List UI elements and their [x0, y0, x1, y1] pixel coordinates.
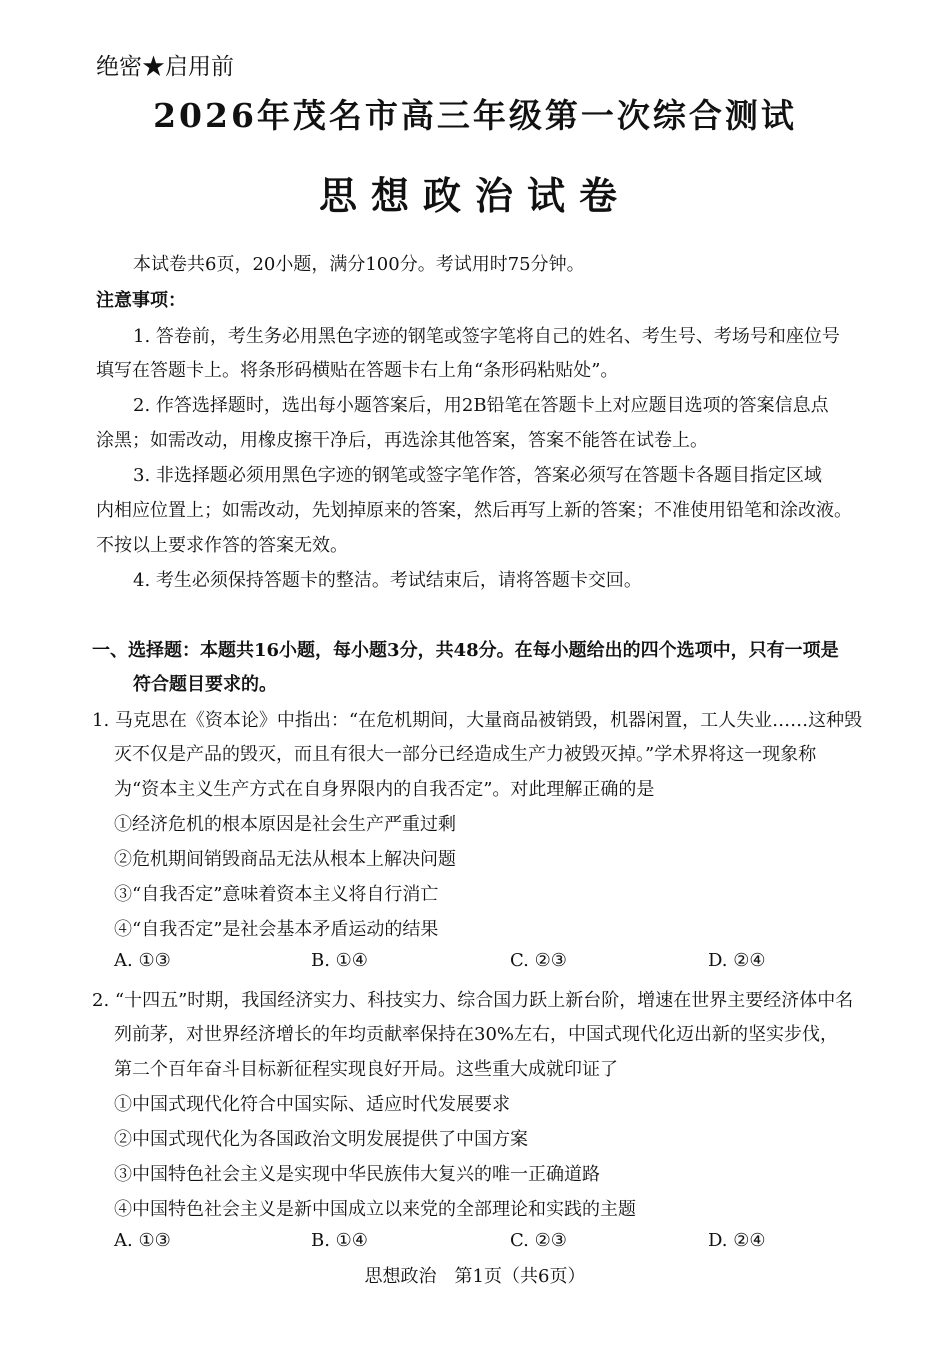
question-statement: ②中国式现代化为各国政治文明发展提供了中国方案: [114, 1129, 528, 1150]
question-statement: ①经济危机的根本原因是社会生产严重过剩: [114, 814, 456, 835]
question-stem: 为“资本主义生产方式在自身界限内的自我否定”。对此理解正确的是: [114, 779, 655, 800]
note-line: 1. 答卷前，考生务必用黑色字迹的钢笔或签字笔将自己的姓名、考生号、考场号和座位号: [133, 326, 840, 347]
question-stem: 灭不仅是产品的毁灭，而且有很大一部分已经造成生产力被毁灭掉。”学术界将这一现象称: [114, 744, 817, 765]
question-stem: 第二个百年奋斗目标新征程实现良好开局。这些重大成就印证了: [114, 1059, 618, 1080]
question-statement: ③“自我否定”意味着资本主义将自行消亡: [114, 884, 439, 905]
option-a[interactable]: A. ①③: [114, 950, 171, 971]
section-heading: 一、选择题：本题共16小题，每小题3分，共48分。在每小题给出的四个选项中，只有一项是: [92, 640, 839, 661]
note-line: 内相应位置上；如需改动，先划掉原来的答案，然后再写上新的答案；不准使用铅笔和涂改液。: [96, 500, 852, 521]
option-b[interactable]: B. ①④: [311, 950, 368, 971]
question-statement: ④中国特色社会主义是新中国成立以来党的全部理论和实践的主题: [114, 1199, 636, 1220]
page-footer: 思想政治 第1页（共6页）: [364, 1266, 586, 1287]
option-b[interactable]: B. ①④: [311, 1230, 368, 1251]
question-stem: 列前茅，对世界经济增长的年均贡献率保持在30%左右，中国式现代化迈出新的坚实步伐，: [114, 1024, 839, 1045]
option-d[interactable]: D. ②④: [708, 1230, 766, 1251]
option-a[interactable]: A. ①③: [114, 1230, 171, 1251]
question-stem: 2. “十四五”时期，我国经济实力、科技实力、综合国力跃上新台阶，增速在世界主要经济体中名: [92, 990, 854, 1011]
question-statement: ③中国特色社会主义是实现中华民族伟大复兴的唯一正确道路: [114, 1164, 600, 1185]
exam-title: 2026年茂名市高三年级第一次综合测试: [153, 96, 797, 135]
confidential-mark: 绝密★启用前: [96, 54, 234, 80]
note-line: 涂黑；如需改动，用橡皮擦干净后，再选涂其他答案，答案不能答在试卷上。: [96, 430, 708, 451]
note-line: 4. 考生必须保持答题卡的整洁。考试结束后，请将答题卡交回。: [133, 570, 642, 591]
note-line: 3. 非选择题必须用黑色字迹的钢笔或签字笔作答，答案必须写在答题卡各题目指定区域: [133, 465, 822, 486]
section-heading-cont: 符合题目要求的。: [133, 674, 277, 695]
notes-heading: 注意事项：: [96, 290, 186, 311]
option-c[interactable]: C. ②③: [510, 1230, 567, 1251]
exam-intro: 本试卷共6页，20小题，满分100分。考试用时75分钟。: [133, 254, 585, 275]
question-statement: ④“自我否定”是社会基本矛盾运动的结果: [114, 919, 439, 940]
question-statement: ②危机期间销毁商品无法从根本上解决问题: [114, 849, 456, 870]
option-d[interactable]: D. ②④: [708, 950, 766, 971]
note-line: 2. 作答选择题时，选出每小题答案后，用2B铅笔在答题卡上对应题目选项的答案信息点: [133, 395, 829, 416]
note-line: 不按以上要求作答的答案无效。: [96, 535, 348, 556]
option-c[interactable]: C. ②③: [510, 950, 567, 971]
question-statement: ①中国式现代化符合中国实际、适应时代发展要求: [114, 1094, 510, 1115]
note-line: 填写在答题卡上。将条形码横贴在答题卡右上角“条形码粘贴处”。: [96, 360, 619, 381]
subject-title: 思想政治试卷: [318, 173, 631, 218]
question-stem: 1. 马克思在《资本论》中指出：“在危机期间，大量商品被销毁，机器闲置，工人失业……这种毁: [92, 710, 863, 731]
